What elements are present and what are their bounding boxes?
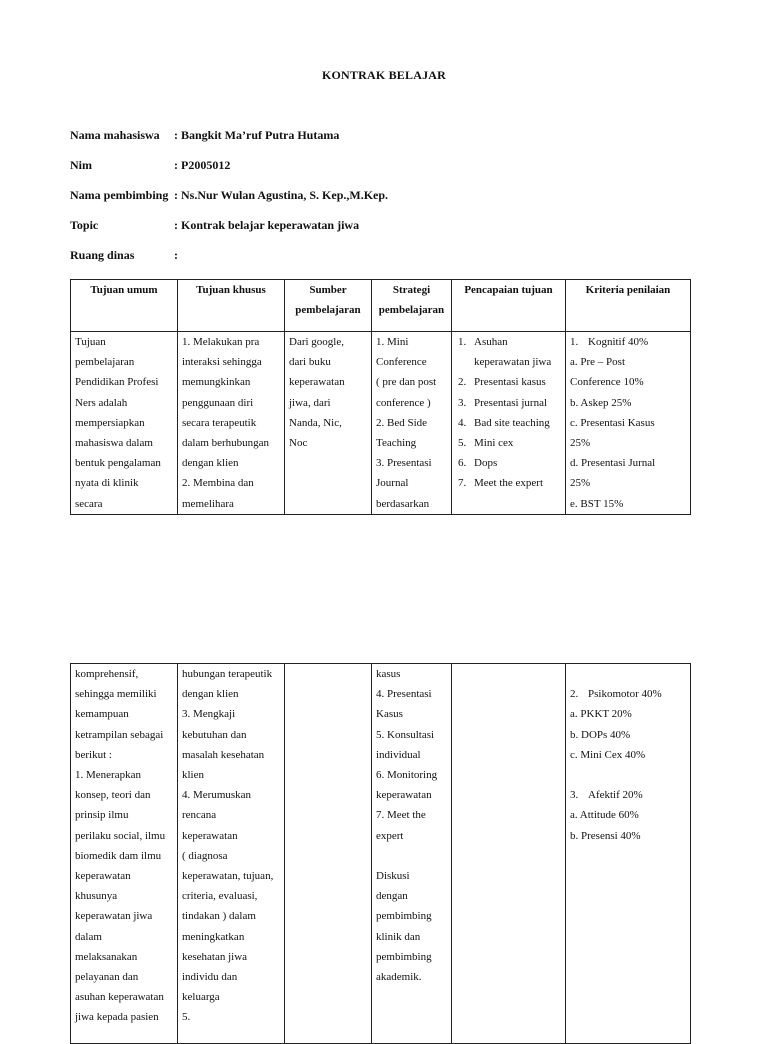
cell-text-line: 1. Menerapkan bbox=[75, 769, 141, 782]
cell-text-line: biomedik dam ilmu bbox=[75, 849, 162, 862]
student-info bbox=[70, 128, 670, 278]
info-label: Topic bbox=[70, 218, 99, 232]
cell-text-line: b. DOPs 40% bbox=[570, 728, 631, 741]
learning-contract-table-part1 bbox=[70, 279, 691, 515]
cell-text-line: 7. Meet the bbox=[376, 809, 426, 822]
cell-text-line: memungkinkan bbox=[182, 376, 251, 389]
cell-text-line: berdasarkan bbox=[376, 497, 430, 510]
cell-text-line: expert bbox=[376, 829, 404, 842]
cell-text-line: 25% bbox=[570, 477, 591, 490]
cell-strategi bbox=[372, 664, 452, 1044]
list-item: 5. Mini cex bbox=[458, 437, 514, 450]
info-row-pembimbing bbox=[70, 188, 670, 218]
header-tujuan-umum: Tujuan umum bbox=[71, 280, 178, 332]
cell-tujuan-umum bbox=[71, 664, 178, 1044]
cell-text-line: individu dan bbox=[182, 971, 238, 984]
cell-text-line: sehingga memiliki bbox=[75, 688, 157, 701]
cell-text-line: conference ) bbox=[376, 396, 431, 409]
cell-text-line: keperawatan bbox=[182, 829, 238, 842]
cell-text-line: asuhan keperawatan bbox=[75, 991, 164, 1004]
criteria-heading-afektif: 3. Afektif 20% bbox=[570, 789, 643, 802]
cell-text-line: 1. Mini bbox=[376, 336, 409, 348]
cell-strategi bbox=[372, 332, 452, 515]
header-tujuan-khusus: Tujuan khusus bbox=[178, 280, 285, 332]
cell-text-line: nyata di klinik bbox=[75, 477, 139, 490]
cell-text-line: 4. Merumuskan bbox=[182, 789, 252, 802]
info-label: Nim bbox=[70, 158, 92, 172]
info-value: : Kontrak belajar keperawatan jiwa bbox=[174, 218, 360, 232]
cell-text-line: e. BST 15% bbox=[570, 497, 624, 510]
cell-text-line: Diskusi bbox=[376, 870, 410, 883]
cell-text-line: a. Attitude 60% bbox=[570, 809, 639, 822]
cell-sumber bbox=[285, 332, 372, 515]
cell-text-line: keperawatan jiwa bbox=[75, 910, 153, 923]
cell-tujuan-khusus bbox=[178, 664, 285, 1044]
cell-text-line: b. Askep 25% bbox=[570, 396, 632, 409]
cell-pencapaian bbox=[452, 332, 566, 515]
cell-text-line: dengan klien bbox=[182, 457, 239, 470]
cell-text-line: masalah kesehatan bbox=[182, 748, 265, 761]
cell-text-line: 3. Presentasi bbox=[376, 457, 432, 470]
info-value: : Bangkit Ma’ruf Putra Hutama bbox=[174, 128, 340, 142]
cell-text-line: bentuk pengalaman bbox=[75, 457, 161, 470]
cell-text-line: Tujuan bbox=[75, 336, 106, 348]
cell-text-line: rencana bbox=[182, 809, 217, 822]
cell-text-line: klinik dan bbox=[376, 930, 421, 943]
cell-text-line: Dari google, bbox=[289, 336, 344, 348]
cell-text-line: Journal bbox=[376, 477, 409, 490]
header-kriteria: Kriteria penilaian bbox=[566, 280, 691, 332]
cell-text-line: dalam bbox=[75, 930, 102, 943]
cell-text-line: ketrampilan sebagai bbox=[75, 728, 164, 741]
cell-text-line: jiwa kepada pasien bbox=[75, 1011, 159, 1024]
cell-text-line: pembelajaran bbox=[75, 356, 135, 369]
cell-text-line: interaksi sehingga bbox=[182, 356, 262, 369]
header-pencapaian: Pencapaian tujuan bbox=[452, 280, 566, 332]
cell-text-line: 5. bbox=[182, 1011, 191, 1024]
table-row bbox=[71, 332, 691, 515]
learning-contract-table-part2 bbox=[70, 663, 691, 1044]
cell-text-line: 5. Konsultasi bbox=[376, 728, 435, 741]
cell-text-line: kemampuan bbox=[75, 708, 129, 721]
cell-text-line: mahasiswa dalam bbox=[75, 437, 153, 450]
list-item: 1. Asuhan bbox=[458, 336, 508, 348]
criteria-heading: 1. Kognitif 40% bbox=[570, 336, 649, 348]
cell-text-line: secara bbox=[75, 497, 103, 510]
cell-text-line: keperawatan bbox=[75, 870, 131, 883]
cell-text-line: Teaching bbox=[376, 437, 417, 450]
info-value: : bbox=[174, 248, 178, 262]
cell-text-line: 1. Melakukan pra bbox=[182, 336, 260, 348]
cell-text-line bbox=[376, 846, 447, 866]
cell-text-line: Kasus bbox=[376, 708, 403, 721]
cell-text-line: Conference bbox=[376, 356, 427, 369]
list-item: 2. Presentasi kasus bbox=[458, 376, 546, 389]
info-row-ruang bbox=[70, 248, 670, 278]
cell-text-line: berikut : bbox=[75, 748, 112, 761]
cell-text-line: 2. Bed Side bbox=[376, 416, 428, 429]
cell-text-line: dengan klien bbox=[182, 688, 239, 701]
cell-text-line: b. Presensi 40% bbox=[570, 829, 641, 842]
cell-kriteria bbox=[566, 332, 691, 515]
cell-text-line: khusunya bbox=[75, 890, 118, 903]
info-row-nim bbox=[70, 158, 670, 188]
cell-text-line: keperawatan bbox=[376, 789, 432, 802]
cell-text-line: individual bbox=[376, 748, 421, 761]
cell-text-line: ( pre dan post bbox=[376, 376, 437, 389]
cell-text-line: klien bbox=[182, 769, 204, 782]
cell-text-line: pembimbing bbox=[376, 910, 432, 923]
cell-text-line: hubungan terapeutik bbox=[182, 668, 273, 680]
header-sumber: Sumber pembelajaran bbox=[285, 280, 372, 332]
cell-text-line: meningkatkan bbox=[182, 930, 245, 943]
cell-text-line: a. Pre – Post bbox=[570, 356, 625, 369]
list-item: 4. Bad site teaching bbox=[458, 416, 550, 429]
cell-text-line: pembimbing bbox=[376, 950, 432, 963]
list-item: 7. Meet the expert bbox=[458, 477, 544, 490]
info-label: Nama pembimbing bbox=[70, 188, 169, 202]
cell-text-line: c. Mini Cex 40% bbox=[570, 748, 646, 761]
cell-text-line: Pendidikan Profesi bbox=[75, 376, 159, 389]
cell-text-line: ( diagnosa bbox=[182, 849, 228, 862]
cell-text-line: kesehatan jiwa bbox=[182, 950, 248, 963]
cell-kriteria bbox=[566, 664, 691, 1044]
cell-text-line: Conference 10% bbox=[570, 376, 644, 389]
cell-text-line: dari buku bbox=[289, 356, 331, 369]
cell-text-line: 3. Mengkaji bbox=[182, 708, 236, 721]
cell-text-line: penggunaan diri bbox=[182, 396, 254, 409]
cell-text-line: dalam berhubungan bbox=[182, 437, 270, 450]
cell-text-line: akademik. bbox=[376, 971, 422, 984]
cell-text-line: criteria, evaluasi, bbox=[182, 890, 258, 903]
criteria-heading-psikomotor: 2. Psikomotor 40% bbox=[570, 688, 662, 701]
cell-text-line: memelihara bbox=[182, 497, 234, 510]
cell-text-line: keluarga bbox=[182, 991, 220, 1004]
cell-text-line: jiwa, dari bbox=[289, 396, 331, 409]
cell-text-line: 2. Membina dan bbox=[182, 477, 254, 490]
cell-text-line: c. Presentasi Kasus bbox=[570, 416, 655, 429]
table-row bbox=[71, 664, 691, 1044]
cell-text-line: pelayanan dan bbox=[75, 971, 139, 984]
cell-text-line: prinsip ilmu bbox=[75, 809, 129, 822]
cell-sumber bbox=[285, 664, 372, 1044]
info-value: : Ns.Nur Wulan Agustina, S. Kep.,M.Kep. bbox=[174, 188, 389, 202]
cell-text-line: melaksanakan bbox=[75, 950, 138, 963]
table-header-row bbox=[71, 280, 691, 332]
cell-text-line: konsep, teori dan bbox=[75, 789, 151, 802]
cell-text-line: Noc bbox=[289, 437, 308, 450]
cell-text-line: secara terapeutik bbox=[182, 416, 257, 429]
cell-text-line: d. Presentasi Jurnal bbox=[570, 457, 656, 470]
list-item: 6. Dops bbox=[458, 457, 498, 470]
list-item: 3. Presentasi jurnal bbox=[458, 396, 548, 409]
cell-text-line: perilaku social, ilmu bbox=[75, 829, 166, 842]
cell-text-line: Nanda, Nic, bbox=[289, 416, 342, 429]
cell-text-line: dengan bbox=[376, 890, 408, 903]
cell-text-line: kebutuhan dan bbox=[182, 728, 247, 741]
cell-text-line: mempersiapkan bbox=[75, 416, 145, 429]
cell-tujuan-khusus bbox=[178, 332, 285, 515]
cell-pencapaian bbox=[452, 664, 566, 1044]
list-item: keperawatan jiwa bbox=[474, 356, 552, 369]
info-label: Ruang dinas bbox=[70, 248, 135, 262]
cell-text-line: keperawatan, tujuan, bbox=[182, 870, 274, 883]
document-title: KONTRAK BELAJAR bbox=[321, 68, 446, 82]
info-label: Nama mahasiswa bbox=[70, 128, 160, 142]
cell-text-line: kasus bbox=[376, 668, 401, 680]
cell-tujuan-umum bbox=[71, 332, 178, 515]
cell-text-line: tindakan ) dalam bbox=[182, 910, 256, 923]
info-value: : P2005012 bbox=[174, 158, 231, 172]
info-row-nama bbox=[70, 128, 670, 158]
cell-text-line: keperawatan bbox=[289, 376, 345, 389]
header-strategi: Strategi pembelajaran bbox=[372, 280, 452, 332]
cell-text-line: a. PKKT 20% bbox=[570, 708, 632, 721]
cell-text-line: komprehensif, bbox=[75, 668, 139, 680]
info-row-topic bbox=[70, 218, 670, 248]
cell-text-line: 4. Presentasi bbox=[376, 688, 432, 701]
cell-text-line: 6. Monitoring bbox=[376, 769, 438, 782]
cell-text-line: Ners adalah bbox=[75, 396, 128, 409]
cell-text-line: 25% bbox=[570, 437, 591, 450]
